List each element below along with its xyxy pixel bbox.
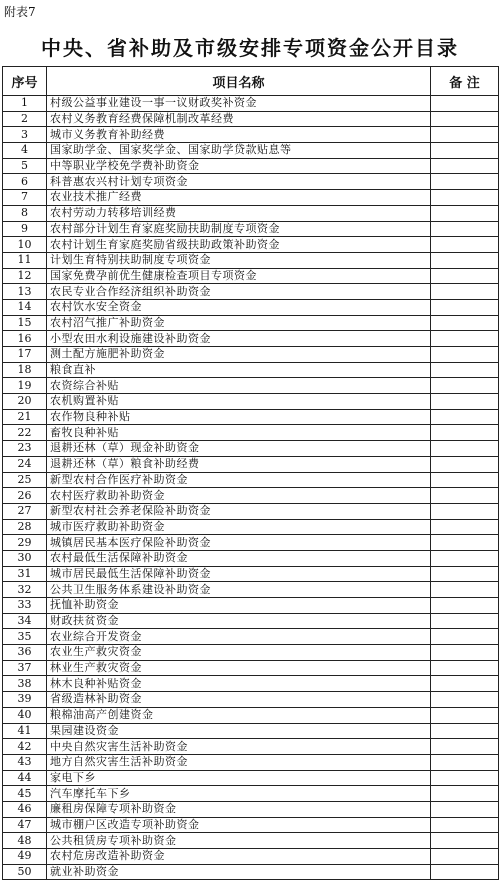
project-name: 果园建设资金 (47, 723, 431, 739)
table-row (3, 613, 499, 629)
row-number: 8 (3, 205, 47, 221)
remark-cell (431, 692, 499, 708)
table-row (3, 143, 499, 159)
remark-cell (431, 801, 499, 817)
row-number: 41 (3, 723, 47, 739)
project-name: 粮食直补 (47, 362, 431, 378)
table-row (3, 864, 499, 880)
header-name: 项目名称 (47, 67, 431, 96)
row-number: 38 (3, 676, 47, 692)
project-name: 农村饮水安全资金 (47, 299, 431, 315)
row-number: 7 (3, 190, 47, 206)
table-row (3, 347, 499, 363)
remark-cell (431, 566, 499, 582)
remark-cell (431, 315, 499, 331)
table-row (3, 707, 499, 723)
remark-cell (431, 362, 499, 378)
project-name: 粮棉油高产创建资金 (47, 707, 431, 723)
table-row (3, 770, 499, 786)
fund-directory-table (2, 66, 499, 880)
table-header-row (3, 67, 499, 96)
table-row (3, 598, 499, 614)
table-row (3, 299, 499, 315)
row-number: 9 (3, 221, 47, 237)
table-row (3, 566, 499, 582)
project-name: 农村危房改造补助资金 (47, 849, 431, 865)
row-number: 37 (3, 660, 47, 676)
table-row (3, 425, 499, 441)
remark-cell (431, 550, 499, 566)
table-row (3, 237, 499, 253)
table-body (3, 96, 499, 880)
project-name: 农业生产救灾资金 (47, 645, 431, 661)
remark-cell (431, 394, 499, 410)
remark-cell (431, 582, 499, 598)
remark-cell (431, 786, 499, 802)
row-number: 30 (3, 550, 47, 566)
row-number: 27 (3, 503, 47, 519)
project-name: 农业技术推广经费 (47, 190, 431, 206)
remark-cell (431, 237, 499, 253)
project-name: 廉租房保障专项补助资金 (47, 801, 431, 817)
row-number: 21 (3, 409, 47, 425)
row-number: 3 (3, 127, 47, 143)
row-number: 23 (3, 441, 47, 457)
remark-cell (431, 754, 499, 770)
remark-cell (431, 441, 499, 457)
table-row (3, 456, 499, 472)
project-name: 退耕还林（草）现金补助资金 (47, 441, 431, 457)
row-number: 44 (3, 770, 47, 786)
row-number: 35 (3, 629, 47, 645)
table-row (3, 629, 499, 645)
table-row (3, 205, 499, 221)
row-number: 20 (3, 394, 47, 410)
table-row (3, 801, 499, 817)
table-row (3, 111, 499, 127)
remark-cell (431, 299, 499, 315)
table-row (3, 362, 499, 378)
row-number: 18 (3, 362, 47, 378)
row-number: 13 (3, 284, 47, 300)
table-row (3, 535, 499, 551)
remark-cell (431, 268, 499, 284)
row-number: 14 (3, 299, 47, 315)
row-number: 2 (3, 111, 47, 127)
row-number: 25 (3, 472, 47, 488)
remark-cell (431, 425, 499, 441)
remark-cell (431, 347, 499, 363)
remark-cell (431, 190, 499, 206)
table-row (3, 817, 499, 833)
row-number: 40 (3, 707, 47, 723)
project-name: 农村义务教育经费保障机制改革经费 (47, 111, 431, 127)
table-row (3, 174, 499, 190)
remark-cell (431, 378, 499, 394)
row-number: 31 (3, 566, 47, 582)
remark-cell (431, 864, 499, 880)
remark-cell (431, 770, 499, 786)
project-name: 地方自然灾害生活补助资金 (47, 754, 431, 770)
remark-cell (431, 174, 499, 190)
project-name: 小型农田水利设施建设补助资金 (47, 331, 431, 347)
table-row (3, 582, 499, 598)
project-name: 城市居民最低生活保障补助资金 (47, 566, 431, 582)
row-number: 1 (3, 96, 47, 112)
row-number: 47 (3, 817, 47, 833)
project-name: 财政扶贫资金 (47, 613, 431, 629)
project-name: 抚恤补助资金 (47, 598, 431, 614)
project-name: 畜牧良种补贴 (47, 425, 431, 441)
project-name: 林木良种补贴资金 (47, 676, 431, 692)
table-row (3, 660, 499, 676)
remark-cell (431, 676, 499, 692)
remark-cell (431, 535, 499, 551)
project-name: 测土配方施肥补助资金 (47, 347, 431, 363)
table-row (3, 221, 499, 237)
project-name: 农资综合补贴 (47, 378, 431, 394)
project-name: 家电下乡 (47, 770, 431, 786)
project-name: 村级公益事业建设一事一议财政奖补资金 (47, 96, 431, 112)
project-name: 城市义务教育补助经费 (47, 127, 431, 143)
project-name: 退耕还林（草）粮食补助经费 (47, 456, 431, 472)
project-name: 林业生产救灾资金 (47, 660, 431, 676)
table-row (3, 550, 499, 566)
remark-cell (431, 205, 499, 221)
row-number: 50 (3, 864, 47, 880)
remark-cell (431, 613, 499, 629)
project-name: 农民专业合作经济组织补助资金 (47, 284, 431, 300)
row-number: 34 (3, 613, 47, 629)
row-number: 12 (3, 268, 47, 284)
row-number: 32 (3, 582, 47, 598)
remark-cell (431, 519, 499, 535)
header-no: 序号 (3, 67, 47, 96)
row-number: 22 (3, 425, 47, 441)
remark-cell (431, 127, 499, 143)
table-row (3, 96, 499, 112)
project-name: 科普惠农兴村计划专项资金 (47, 174, 431, 190)
table-row (3, 127, 499, 143)
remark-cell (431, 817, 499, 833)
remark-cell (431, 331, 499, 347)
remark-cell (431, 158, 499, 174)
row-number: 4 (3, 143, 47, 159)
row-number: 17 (3, 347, 47, 363)
remark-cell (431, 833, 499, 849)
table-row (3, 378, 499, 394)
remark-cell (431, 456, 499, 472)
table-row (3, 488, 499, 504)
row-number: 10 (3, 237, 47, 253)
row-number: 39 (3, 692, 47, 708)
table-row (3, 739, 499, 755)
project-name: 农村劳动力转移培训经费 (47, 205, 431, 221)
table-row (3, 158, 499, 174)
remark-cell (431, 409, 499, 425)
row-number: 6 (3, 174, 47, 190)
table-row (3, 676, 499, 692)
table-row (3, 503, 499, 519)
remark-cell (431, 252, 499, 268)
project-name: 农业综合开发资金 (47, 629, 431, 645)
project-name: 汽车摩托车下乡 (47, 786, 431, 802)
project-name: 城市棚户区改造专项补助资金 (47, 817, 431, 833)
row-number: 16 (3, 331, 47, 347)
row-number: 43 (3, 754, 47, 770)
remark-cell (431, 284, 499, 300)
project-name: 国家助学金、国家奖学金、国家助学贷款贴息等 (47, 143, 431, 159)
row-number: 36 (3, 645, 47, 661)
document-title: 中央、省补助及市级安排专项资金公开目录 (41, 36, 459, 60)
row-number: 45 (3, 786, 47, 802)
project-name: 公共租赁房专项补助资金 (47, 833, 431, 849)
table-row (3, 849, 499, 865)
remark-cell (431, 598, 499, 614)
table-row (3, 786, 499, 802)
row-number: 33 (3, 598, 47, 614)
project-name: 公共卫生服务体系建设补助资金 (47, 582, 431, 598)
attachment-label: 附表7 (4, 5, 36, 19)
project-name: 农机购置补贴 (47, 394, 431, 410)
header-remark: 备 注 (431, 67, 499, 96)
project-name: 农村沼气推广补助资金 (47, 315, 431, 331)
table-row (3, 833, 499, 849)
table-row (3, 723, 499, 739)
row-number: 46 (3, 801, 47, 817)
table-row (3, 331, 499, 347)
remark-cell (431, 660, 499, 676)
project-name: 新型农村社会养老保险补助资金 (47, 503, 431, 519)
remark-cell (431, 629, 499, 645)
project-name: 农村部分计划生育家庭奖励扶助制度专项资金 (47, 221, 431, 237)
project-name: 城市医疗救助补助资金 (47, 519, 431, 535)
table-row (3, 754, 499, 770)
remark-cell (431, 723, 499, 739)
table-row (3, 645, 499, 661)
table-row (3, 315, 499, 331)
remark-cell (431, 472, 499, 488)
remark-cell (431, 221, 499, 237)
remark-cell (431, 96, 499, 112)
row-number: 19 (3, 378, 47, 394)
project-name: 农村医疗救助补助资金 (47, 488, 431, 504)
project-name: 农村最低生活保障补助资金 (47, 550, 431, 566)
table-row (3, 692, 499, 708)
project-name: 城镇居民基本医疗保险补助资金 (47, 535, 431, 551)
row-number: 5 (3, 158, 47, 174)
project-name: 新型农村合作医疗补助资金 (47, 472, 431, 488)
row-number: 29 (3, 535, 47, 551)
remark-cell (431, 488, 499, 504)
row-number: 26 (3, 488, 47, 504)
table-row (3, 394, 499, 410)
table-row (3, 190, 499, 206)
row-number: 42 (3, 739, 47, 755)
remark-cell (431, 143, 499, 159)
remark-cell (431, 503, 499, 519)
project-name: 中央自然灾害生活补助资金 (47, 739, 431, 755)
table-row (3, 409, 499, 425)
remark-cell (431, 707, 499, 723)
row-number: 48 (3, 833, 47, 849)
remark-cell (431, 645, 499, 661)
row-number: 49 (3, 849, 47, 865)
project-name: 国家免费孕前优生健康检查项目专项资金 (47, 268, 431, 284)
row-number: 24 (3, 456, 47, 472)
remark-cell (431, 739, 499, 755)
project-name: 农作物良种补贴 (47, 409, 431, 425)
table-row (3, 284, 499, 300)
remark-cell (431, 111, 499, 127)
row-number: 15 (3, 315, 47, 331)
row-number: 11 (3, 252, 47, 268)
table-row (3, 519, 499, 535)
project-name: 农村计划生育家庭奖励省级扶助政策补助资金 (47, 237, 431, 253)
project-name: 省级造林补助资金 (47, 692, 431, 708)
project-name: 计划生育特别扶助制度专项资金 (47, 252, 431, 268)
remark-cell (431, 849, 499, 865)
table-row (3, 472, 499, 488)
table-row (3, 268, 499, 284)
row-number: 28 (3, 519, 47, 535)
table-row (3, 252, 499, 268)
project-name: 就业补助资金 (47, 864, 431, 880)
table-row (3, 441, 499, 457)
project-name: 中等职业学校免学费补助资金 (47, 158, 431, 174)
